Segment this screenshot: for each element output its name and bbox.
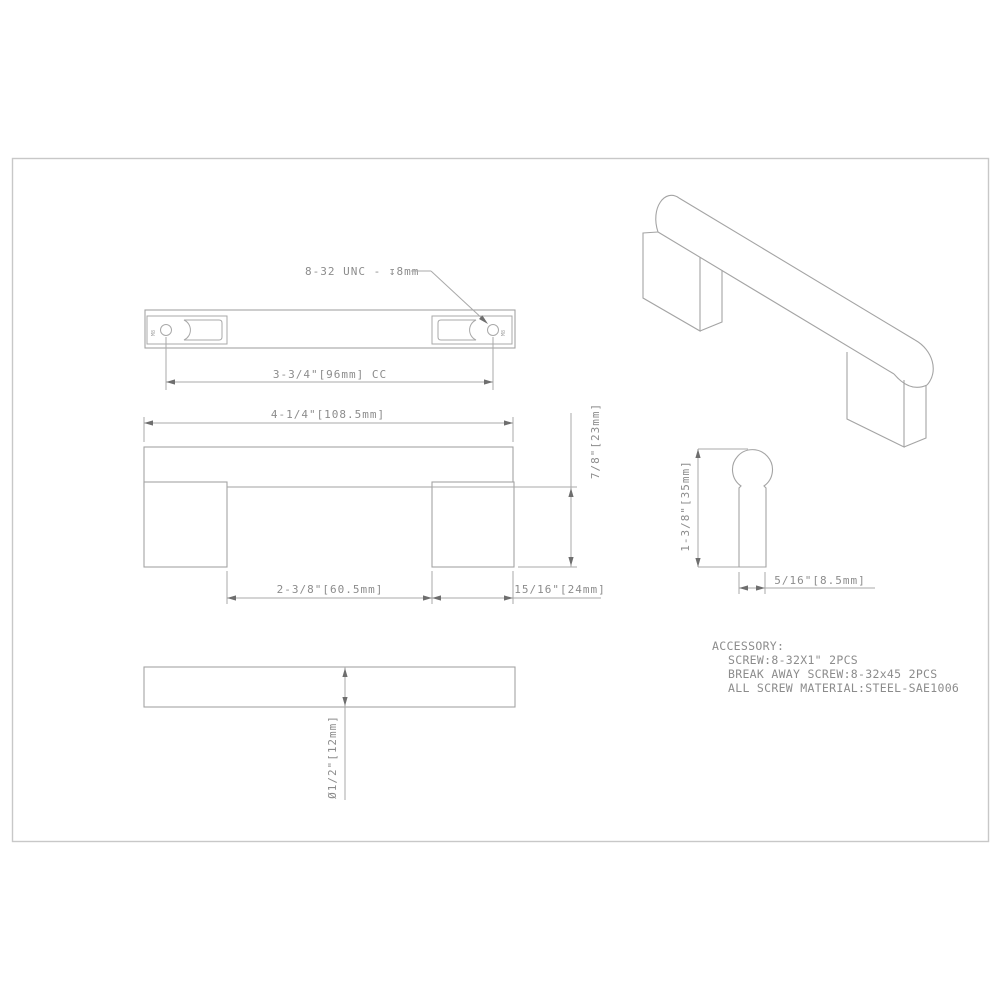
dim-arrowhead bbox=[432, 595, 441, 600]
dim-bar-diameter: Ø1/2"[12mm] bbox=[326, 715, 339, 799]
dim-arrowhead bbox=[695, 558, 700, 567]
front-view bbox=[144, 403, 606, 604]
iso-right-post bbox=[847, 352, 926, 447]
dim-between-posts: 2-3/8"[60.5mm] bbox=[276, 583, 384, 596]
iso-rail-top-edge bbox=[679, 198, 915, 340]
side-view bbox=[679, 449, 875, 594]
iso-rail-right-cap bbox=[915, 340, 933, 385]
dim-arrowhead bbox=[504, 420, 513, 425]
front-view-right-post bbox=[432, 482, 514, 567]
bottom-view bbox=[144, 667, 515, 800]
iso-rail-cap-fold bbox=[894, 374, 927, 387]
dim-center-to-center: 3-3/4"[96mm] CC bbox=[272, 368, 388, 381]
dim-arrowhead bbox=[739, 585, 748, 590]
iso-rail-bottom-edge bbox=[658, 232, 894, 374]
front-view-rail bbox=[144, 447, 513, 487]
dim-arrowhead bbox=[227, 595, 236, 600]
accessory-title: ACCESSORY: bbox=[712, 639, 785, 653]
thread-callout: 8-32 UNC - ↧8mm bbox=[305, 265, 420, 278]
dim-arrowhead bbox=[166, 379, 175, 384]
dim-arrowhead bbox=[144, 420, 153, 425]
bottom-view-bar-outline bbox=[144, 667, 515, 707]
dim-end-width: 15/16"[24mm] bbox=[514, 583, 606, 596]
front-view-left-post bbox=[144, 482, 227, 567]
side-view-profile bbox=[733, 450, 773, 567]
hole-mark-left: M8 bbox=[151, 329, 157, 337]
hole-mark-right: M8 bbox=[501, 329, 507, 337]
accessory-line-2: BREAK AWAY SCREW:8-32x45 2PCS bbox=[728, 667, 938, 681]
accessory-line-1: SCREW:8-32X1" 2PCS bbox=[728, 653, 859, 667]
dim-arrowhead bbox=[568, 488, 573, 497]
dim-arrowhead bbox=[504, 595, 513, 600]
dim-projection: 1-3/8"[35mm] bbox=[679, 460, 692, 552]
dim-base-height: 7/8"[23mm] bbox=[589, 402, 602, 480]
isometric-view bbox=[643, 195, 933, 447]
top-view bbox=[145, 265, 515, 390]
accessory-note bbox=[712, 639, 959, 695]
dim-arrowhead bbox=[423, 595, 432, 600]
accessory-line-3: ALL SCREW MATERIAL:STEEL-SAE1006 bbox=[728, 681, 960, 695]
dim-post-depth: 5/16"[8.5mm] bbox=[774, 574, 866, 587]
dim-arrowhead bbox=[756, 585, 765, 590]
iso-rail-left-cap bbox=[656, 195, 679, 232]
dim-arrowhead bbox=[568, 557, 573, 566]
dim-arrowhead bbox=[484, 379, 493, 384]
dim-overall-length: 4-1/4"[108.5mm] bbox=[270, 408, 386, 421]
dim-arrowhead bbox=[695, 449, 700, 458]
